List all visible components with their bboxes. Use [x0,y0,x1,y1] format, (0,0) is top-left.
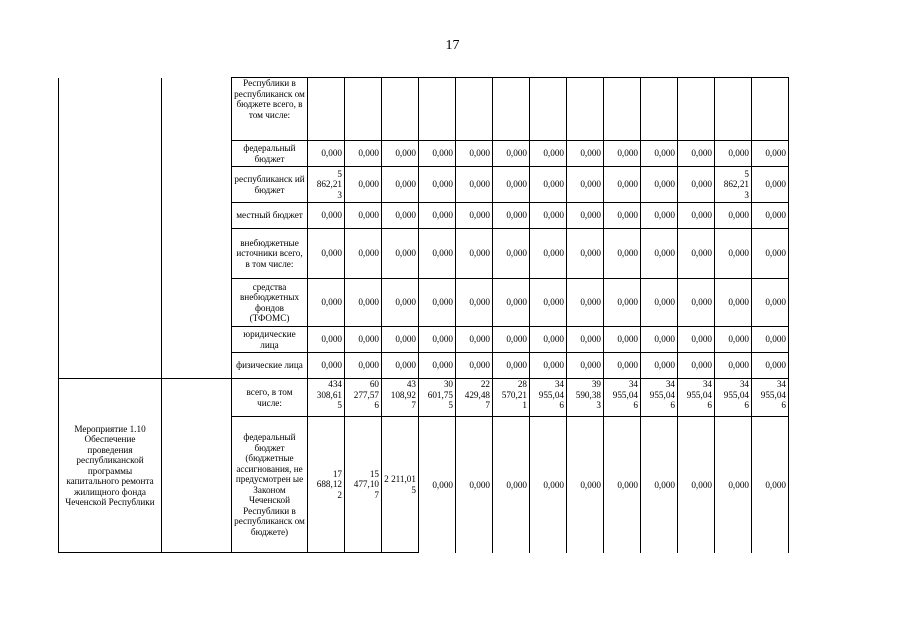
value-cell: 0,000 [715,141,752,167]
source-label: всего, в том числе: [232,379,308,417]
value-cell: 34 955,04 6 [641,379,678,417]
value-cell: 0,000 [678,279,715,327]
value-cell: 0,000 [641,353,678,379]
value-cell [715,78,752,141]
source-label: юридические лица [232,327,308,353]
value-cell: 0,000 [567,327,604,353]
value-cell: 0,000 [678,353,715,379]
value-cell: 0,000 [456,279,493,327]
value-cell: 0,000 [567,229,604,279]
source-label: внебюджетные источники всего, в том числе: [232,229,308,279]
value-cell: 0,000 [493,141,530,167]
value-cell: 0,000 [308,229,345,279]
value-cell: 0,000 [752,141,789,167]
value-cell [345,78,382,141]
value-cell [567,78,604,141]
value-cell: 15 477,10 7 [345,417,382,553]
value-cell: 0,000 [345,229,382,279]
value-cell: 0,000 [345,167,382,203]
value-cell: 0,000 [456,167,493,203]
value-cell: 0,000 [308,353,345,379]
value-cell: 43 108,92 7 [382,379,419,417]
value-cell: 0,000 [715,417,752,553]
value-cell: 60 277,57 6 [345,379,382,417]
value-cell: 0,000 [308,279,345,327]
value-cell: 22 429,48 7 [456,379,493,417]
value-cell: 39 590,38 3 [567,379,604,417]
measure-cell [59,78,162,379]
source-label: местный бюджет [232,203,308,229]
source-label: Республики в республиканск ом бюджете всего, в том числе: [232,78,308,141]
source-label: средства внебюджетных фондов (ТФОМС) [232,279,308,327]
value-cell: 0,000 [530,229,567,279]
value-cell: 0,000 [382,353,419,379]
value-cell [678,78,715,141]
value-cell: 0,000 [530,141,567,167]
value-cell: 0,000 [382,203,419,229]
value-cell: 0,000 [530,327,567,353]
value-cell: 0,000 [715,353,752,379]
value-cell: 0,000 [641,203,678,229]
value-cell: 0,000 [715,229,752,279]
value-cell [419,78,456,141]
value-cell: 0,000 [419,229,456,279]
value-cell [641,78,678,141]
value-cell: 0,000 [678,167,715,203]
value-cell: 0,000 [641,229,678,279]
value-cell: 0,000 [752,167,789,203]
value-cell [752,78,789,141]
value-cell: 17 688,12 2 [308,417,345,553]
value-cell [604,78,641,141]
value-cell: 0,000 [530,167,567,203]
value-cell: 0,000 [604,417,641,553]
value-cell: 0,000 [530,279,567,327]
value-cell [493,78,530,141]
value-cell: 0,000 [567,279,604,327]
value-cell: 0,000 [752,417,789,553]
value-cell: 2 211,01 5 [382,417,419,553]
value-cell: 30 601,75 5 [419,379,456,417]
value-cell: 0,000 [456,353,493,379]
value-cell: 0,000 [419,167,456,203]
value-cell: 34 955,04 6 [715,379,752,417]
executor-cell [162,379,232,553]
value-cell: 0,000 [604,353,641,379]
value-cell: 0,000 [641,141,678,167]
value-cell: 0,000 [493,203,530,229]
value-cell: 0,000 [345,203,382,229]
value-cell: 0,000 [715,203,752,229]
value-cell: 0,000 [604,167,641,203]
value-cell: 0,000 [308,327,345,353]
value-cell: 5 862,21 3 [308,167,345,203]
value-cell: 0,000 [752,327,789,353]
value-cell: 0,000 [419,417,456,553]
value-cell: 0,000 [382,141,419,167]
value-cell: 0,000 [530,417,567,553]
value-cell: 0,000 [345,141,382,167]
value-cell: 0,000 [752,229,789,279]
page-number: 17 [445,38,460,53]
value-cell: 0,000 [752,203,789,229]
value-cell: 0,000 [752,279,789,327]
table-row [59,379,789,417]
value-cell: 0,000 [567,167,604,203]
value-cell: 0,000 [715,279,752,327]
source-label: республиканск ий бюджет [232,167,308,203]
value-cell: 0,000 [382,229,419,279]
value-cell: 0,000 [382,279,419,327]
value-cell: 0,000 [419,141,456,167]
value-cell: 0,000 [456,141,493,167]
value-cell: 0,000 [419,279,456,327]
value-cell: 5 862,21 3 [715,167,752,203]
value-cell: 0,000 [567,417,604,553]
value-cell: 0,000 [641,327,678,353]
value-cell: 0,000 [345,327,382,353]
value-cell: 0,000 [419,203,456,229]
value-cell: 0,000 [530,203,567,229]
value-cell: 0,000 [604,279,641,327]
value-cell: 34 955,04 6 [752,379,789,417]
table-row [59,78,789,141]
value-cell: 0,000 [493,167,530,203]
value-cell: 0,000 [641,167,678,203]
value-cell: 0,000 [456,229,493,279]
source-label: федеральный бюджет (бюджетные ассигнования, не предусмотрен ые Законом Чеченской Республики в республиканск ом бюджете) [232,417,308,553]
value-cell: 34 955,04 6 [530,379,567,417]
value-cell: 0,000 [678,417,715,553]
value-cell: 0,000 [641,279,678,327]
value-cell: 0,000 [308,141,345,167]
value-cell: 0,000 [604,229,641,279]
value-cell: 0,000 [678,203,715,229]
measure-title: Мероприятие 1.10 Обеспечение проведения республиканской программы капитального ремонта жилищного фонда Чеченской Республики [59,379,162,553]
value-cell: 0,000 [567,353,604,379]
value-cell [308,78,345,141]
value-cell: 434 308,61 5 [308,379,345,417]
value-cell: 0,000 [567,203,604,229]
value-cell [382,78,419,141]
value-cell: 0,000 [715,327,752,353]
value-cell: 0,000 [641,417,678,553]
value-cell: 0,000 [345,279,382,327]
source-label: физические лица [232,353,308,379]
value-cell: 0,000 [419,327,456,353]
value-cell [456,78,493,141]
value-cell: 0,000 [493,353,530,379]
value-cell: 0,000 [567,141,604,167]
value-cell: 0,000 [678,229,715,279]
value-cell: 0,000 [308,203,345,229]
executor-cell [162,78,232,379]
value-cell: 0,000 [678,141,715,167]
value-cell: 28 570,21 1 [493,379,530,417]
budget-table [58,77,789,553]
value-cell: 0,000 [382,327,419,353]
value-cell: 0,000 [493,327,530,353]
value-cell: 0,000 [382,167,419,203]
value-cell: 0,000 [345,353,382,379]
value-cell: 0,000 [493,229,530,279]
value-cell: 0,000 [456,327,493,353]
value-cell: 0,000 [493,417,530,553]
value-cell: 0,000 [493,279,530,327]
value-cell: 0,000 [752,353,789,379]
value-cell: 0,000 [456,417,493,553]
value-cell: 0,000 [604,203,641,229]
value-cell: 0,000 [678,327,715,353]
value-cell: 0,000 [456,203,493,229]
value-cell: 34 955,04 6 [678,379,715,417]
value-cell: 0,000 [530,353,567,379]
source-label: федеральный бюджет [232,141,308,167]
value-cell: 34 955,04 6 [604,379,641,417]
value-cell: 0,000 [604,141,641,167]
value-cell: 0,000 [604,327,641,353]
value-cell [530,78,567,141]
value-cell: 0,000 [419,353,456,379]
